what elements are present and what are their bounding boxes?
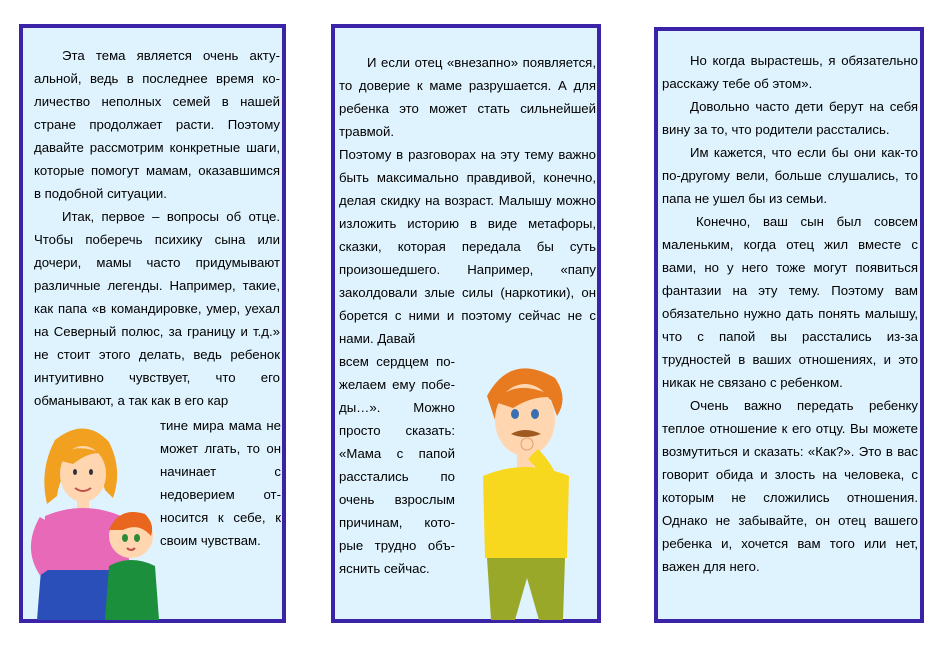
right-panel (654, 27, 924, 623)
left-panel (19, 24, 286, 623)
paragraph: Но когда вырастешь, я обязательно расскажу тебе об этом». (662, 53, 918, 91)
paragraph: Довольно часто дети берут на себя вину за то, что родители расстались. (662, 99, 918, 137)
left-panel-tail-text: тине мира мама не может лгать, то он начинает с недоверием относится к себе, к своим чувствам. (160, 418, 281, 548)
mother-and-child-illustration (27, 420, 167, 620)
middle-panel (331, 24, 601, 623)
paragraph: Им кажется, что если бы они как-то по-другому вели, больше слушались, то папа не ушел бы из семьи. (662, 145, 918, 206)
middle-panel-text (339, 51, 596, 350)
paragraph: Итак, первое – вопросы об отце. Чтобы поберечь психику сына или дочери, мамы часто придумывают различные легенды. Например, такие, как папа «в командировке, умер, уехал на Северный полюс, за границу и т.д.» не стоит этого делать, ведь ребенок интуитивно чувствует, что его обманывают, а так как в его кар (34, 209, 280, 408)
paragraph: Конечно, ваш сын был совсем маленьким, когда отец жил вместе с вами, но у него тоже могут появиться фантазии на эту тему. Поэтому вам обязательно нужно дать понять малышу, что с папой вы расстались из-за трудностей в ваших отношениях, и это никак не связано с ребенком. (662, 214, 918, 390)
father-illustration (471, 358, 583, 623)
right-panel-text (662, 49, 918, 578)
paragraph: Очень важно передать ребенку теплое отношение к его отцу. Вы можете возмутиться и сказать: «Как?». Это в вас говорит обида и злость на человека, с которым не сложились отношения. Однако не забывайте, он отец вашего ребенка и, хочется вам того или нет, важен для него. (662, 398, 918, 574)
paragraph: Поэтому в разговорах на эту тему важно быть максимально правдивой, конечно, делая скидку на возраст. Малышу можно изложить историю в виде метафоры, сказки, которая передала бы суть произошедшего. Например, «папу заколдовали злые силы (наркотики), он борется с ними и поэтому сейчас не с нами. Давай (339, 147, 596, 346)
middle-panel-tail-text: всем сердцем пожелаем ему победы…». Можно просто сказать: «Мама с папой расстались по очень взрослым причинам, которые трудно объяснить сейчас. (339, 354, 455, 576)
left-panel-text (34, 44, 280, 412)
paragraph: И если отец «внезапно» появляется, то доверие к маме разрушается. А для ребенка это может стать сильнейшей травмой. (339, 55, 596, 139)
paragraph: Эта тема является очень актуальной, ведь в последнее время количество неполных семей в нашей стране продолжает расти. Поэтому давайте рассмотрим конкретные шаги, которые помогут мамам, оказавшимся в подобной ситуации. (34, 48, 280, 201)
